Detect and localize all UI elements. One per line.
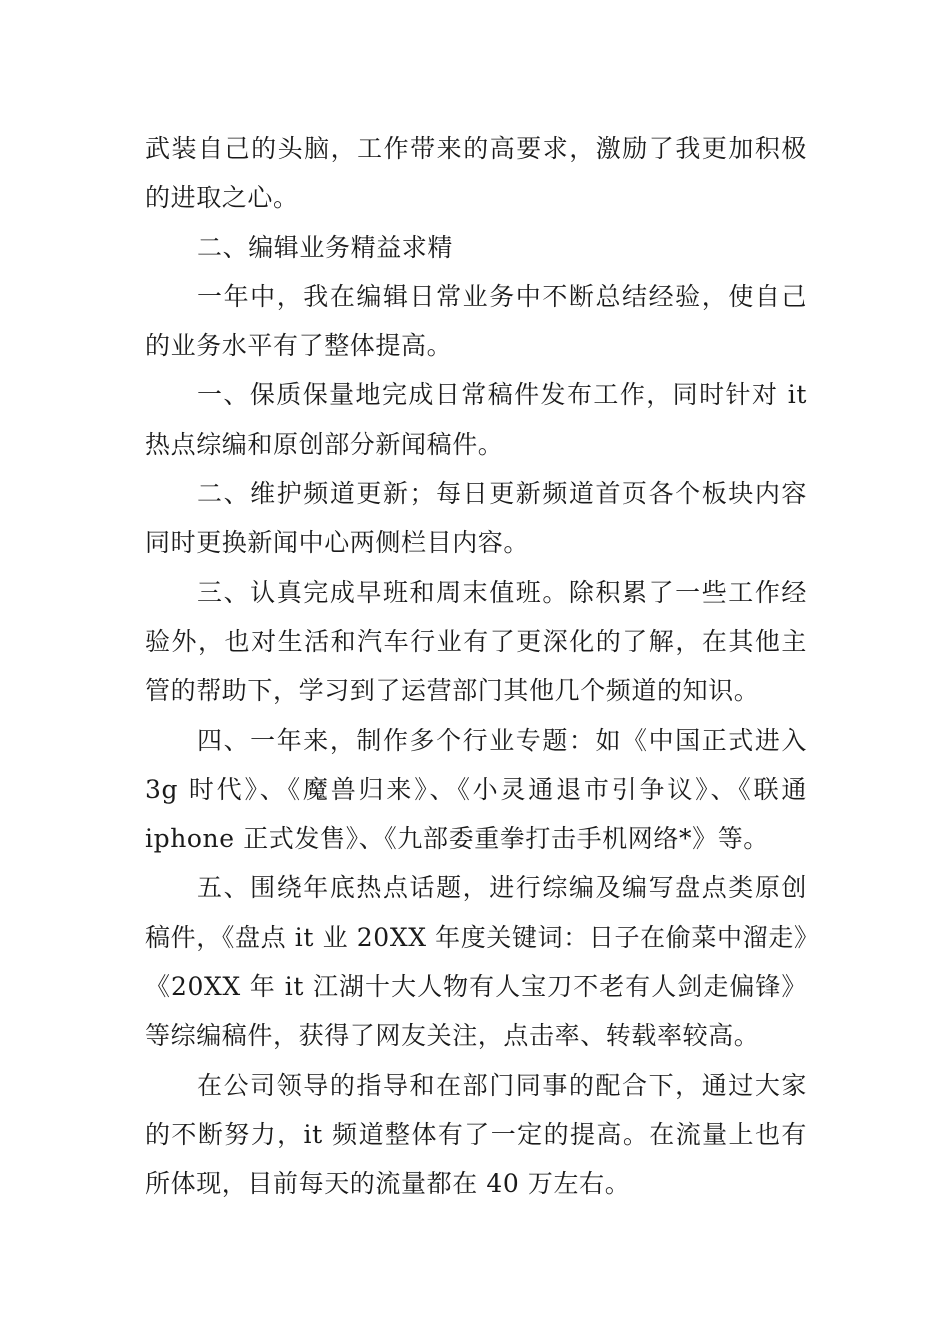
list-item: 五、围绕年底热点话题，进行综编及编写盘点类原创稿件，《盘点 it 业 20XX 年度关键词：日子在偷菜中溜走》《20XX 年 it 江湖十大人物有人宝刀不老有人剑走偏锋》等综编稿件，获得了网友关注，点击率、转载率较高。 [145, 873, 807, 1051]
list-item: 一、保质保量地完成日常稿件发布工作，同时针对 it 热点综编和原创部分新闻稿件。 [145, 380, 807, 459]
document-body [145, 124, 807, 1209]
paragraph: 一年中，我在编辑日常业务中不断总结经验，使自己的业务水平有了整体提高。 [145, 281, 807, 361]
section-heading: 二、编辑业务精益求精 [197, 232, 454, 262]
list-item: 四、一年来，制作多个行业专题：如《中国正式进入 3g 时代》、《魔兽归来》、《小灵通退市引争议》、《联通 iphone 正式发售》、《九部委重拳打击手机网络*》等。 [145, 725, 807, 854]
list-item: 三、认真完成早班和周末值班。除积累了一些工作经验外，也对生活和汽车行业有了更深化的了解，在其他主管的帮助下，学习到了运营部门其他几个频道的知识。 [145, 577, 807, 706]
list-item: 二、维护频道更新；每日更新频道首页各个板块内容同时更换新闻中心两侧栏目内容。 [145, 479, 807, 558]
paragraph: 武装自己的头脑，工作带来的高要求，激励了我更加积极的进取之心。 [145, 134, 807, 213]
paragraph: 在公司领导的指导和在部门同事的配合下，通过大家的不断努力，it 频道整体有了一定的提高。在流量上也有所体现，目前每天的流量都在 40 万左右。 [145, 1070, 807, 1199]
